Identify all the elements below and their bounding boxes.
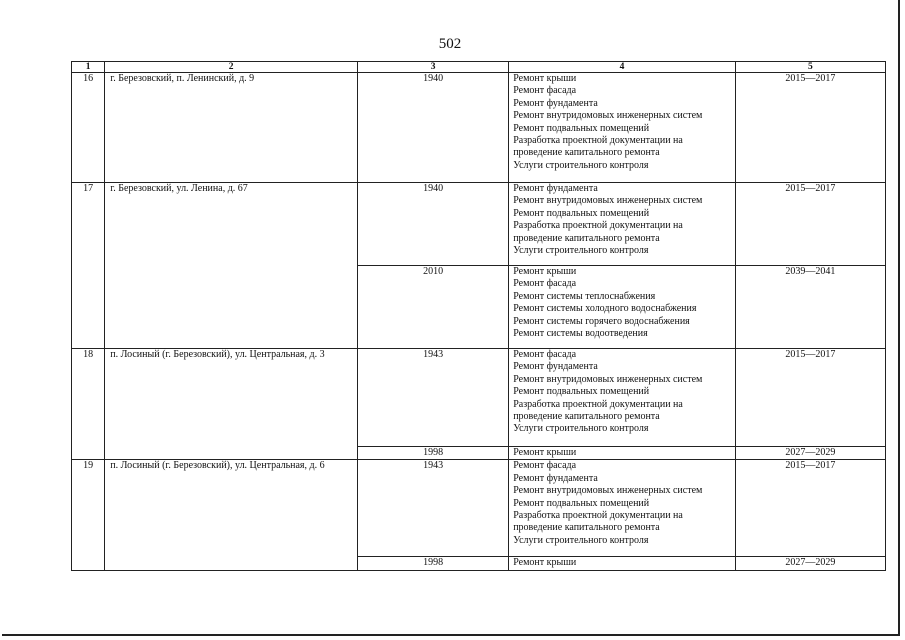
work-item: Ремонт системы водоотведения: [513, 328, 648, 340]
header-col-2: 2: [105, 62, 358, 73]
work-item: Ремонт фундамента: [513, 97, 598, 109]
year-cell: 1943: [358, 460, 509, 557]
work-item: Ремонт фундамента: [513, 472, 598, 484]
address-cell: п. Лосиный (г. Березовский), ул. Центральная, д. 6: [105, 460, 358, 571]
table-body: [72, 73, 886, 571]
works-cell: [509, 460, 736, 557]
page-number: 502: [438, 36, 462, 52]
work-item: Услуги строительного контроля: [513, 245, 649, 257]
work-item: Ремонт внутридомовых инженерных систем: [513, 110, 703, 122]
work-item: Ремонт фасада: [513, 349, 577, 360]
work-item: Ремонт подвальных помещений: [513, 497, 650, 509]
header-col-3: 3: [358, 62, 509, 73]
work-item: Ремонт фундамента: [513, 361, 598, 373]
work-item: Разработка проектной документации на: [513, 398, 683, 410]
work-item: Разработка проектной документации на: [513, 135, 683, 147]
work-item: Ремонт системы горячего водоснабжения: [513, 315, 690, 327]
works-cell: [509, 349, 736, 447]
period-cell: 2015—2017: [735, 183, 885, 266]
row-number: 16: [72, 73, 105, 183]
work-item: Ремонт фундамента: [513, 183, 598, 194]
year-cell: 1940: [358, 73, 509, 183]
table-row: [72, 73, 886, 183]
year-cell: 1943: [358, 349, 509, 447]
work-item: Услуги строительного контроля: [513, 423, 649, 435]
year-cell: 1998: [358, 447, 509, 460]
work-item: Услуги строительного контроля: [513, 534, 649, 546]
work-item: Ремонт внутридомовых инженерных систем: [513, 195, 703, 207]
work-item: Ремонт внутридомовых инженерных систем: [513, 373, 703, 385]
repair-schedule-table: [71, 61, 886, 571]
work-item: Ремонт подвальных помещений: [513, 386, 650, 398]
period-cell: 2015—2017: [735, 460, 885, 557]
table-row: [72, 183, 886, 266]
address-cell: п. Лосиный (г. Березовский), ул. Центральная, д. 3: [105, 349, 358, 460]
work-item: Ремонт подвальных помещений: [513, 207, 650, 219]
document-page: [2, 0, 900, 636]
header-col-4: 4: [509, 62, 736, 73]
period-cell: 2027—2029: [735, 447, 885, 460]
work-item: Ремонт крыши: [513, 447, 577, 458]
period-cell: 2015—2017: [735, 349, 885, 447]
work-item: проведение капитального ремонта: [513, 232, 660, 244]
work-item: Ремонт крыши: [513, 266, 577, 277]
work-item: Ремонт крыши: [513, 557, 577, 569]
period-cell: 2027—2029: [735, 557, 885, 571]
work-item: Ремонт фасада: [513, 278, 577, 290]
period-cell: 2039—2041: [735, 266, 885, 349]
work-item: Ремонт системы теплоснабжения: [513, 290, 656, 302]
work-item: Ремонт крыши: [513, 73, 577, 84]
row-number: 19: [72, 460, 105, 571]
works-cell: [509, 183, 736, 266]
address-cell: г. Березовский, ул. Ленина, д. 67: [105, 183, 358, 349]
period-cell: 2015—2017: [735, 73, 885, 183]
year-cell: 2010: [358, 266, 509, 349]
table-row: [72, 460, 886, 557]
works-cell: [509, 557, 736, 571]
work-item: Услуги строительного контроля: [513, 159, 649, 171]
header-row: [72, 62, 886, 73]
header-col-1: 1: [72, 62, 105, 73]
works-cell: [509, 266, 736, 349]
work-item: Ремонт фасада: [513, 460, 577, 472]
work-item: Ремонт системы холодного водоснабжения: [513, 303, 697, 315]
table-row: [72, 349, 886, 447]
header-col-5: 5: [735, 62, 885, 73]
work-item: проведение капитального ремонта: [513, 147, 660, 159]
work-item: проведение капитального ремонта: [513, 522, 660, 534]
row-number: 17: [72, 183, 105, 349]
address-cell: г. Березовский, п. Ленинский, д. 9: [105, 73, 358, 183]
row-number: 18: [72, 349, 105, 460]
work-item: Ремонт внутридомовых инженерных систем: [513, 485, 703, 497]
work-item: Ремонт фасада: [513, 85, 577, 97]
works-cell: [509, 447, 736, 460]
year-cell: 1998: [358, 557, 509, 571]
work-item: Ремонт подвальных помещений: [513, 122, 650, 134]
work-item: проведение капитального ремонта: [513, 411, 660, 423]
work-item: Разработка проектной документации на: [513, 220, 683, 232]
work-item: Разработка проектной документации на: [513, 510, 683, 522]
year-cell: 1940: [358, 183, 509, 266]
works-cell: [509, 73, 736, 183]
